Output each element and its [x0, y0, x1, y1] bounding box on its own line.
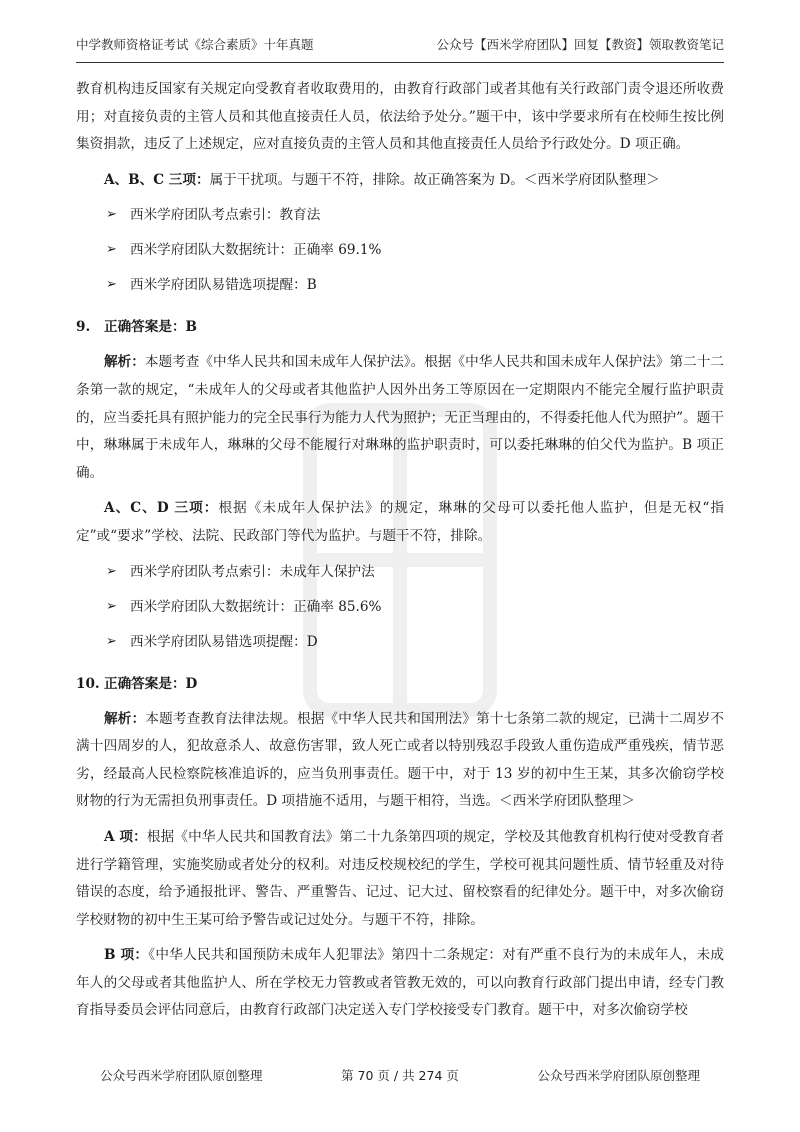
correct-answer: 正确答案是：D	[104, 675, 198, 692]
question-heading	[76, 671, 724, 698]
arrow-bullet-icon: ➢	[106, 207, 117, 223]
option-label: A 项：	[104, 828, 147, 845]
bullet-text: 西米学府团队考点索引：教育法	[130, 207, 321, 224]
option-text: 根据《未成年人保护法》的规定，琳琳的父母可以委托他人监护，但是无权“指定”或“要求”学校、法院、民政部门等代为监护。与题干不符，排除。	[76, 500, 725, 544]
option-text: 《中华人民共和国预防未成年人犯罪法》第四十二条规定：对有严重不良行为的未成年人，未成年人的父母或者其他监护人、所在学校无力管教或者管教无效的，可以向教育行政部门提出申请，经专门教育指导委员会评估同意后，由教育行政部门决定送入专门学校接受专门教育。题干中，对多次偷窃学校	[76, 947, 724, 1019]
paragraph	[76, 349, 724, 487]
analysis-text: 本题考查《中华人民共和国未成年人保护法》。根据《中华人民共和国未成年人保护法》第二十二条第一款的规定，“未成年人的父母或者其他监护人因外出务工等原因在一定期限内不能完全履行监护职责的，应当委托具有照护能力的完全民事行为能力人代为照护；无正当理由的，不得委托他人代为照护”。题干中，琳琳属于未成年人，琳琳的父母不能履行对琳琳的监护职责时，可以委托琳琳的伯父代为监护。B 项正确。	[76, 354, 725, 481]
paragraph	[76, 706, 724, 816]
page-footer	[100, 1066, 700, 1084]
list-item	[76, 237, 724, 263]
analysis-label: 解析：	[104, 710, 146, 727]
header-right: 公众号【西米学府团队】回复【教资】领取教资笔记	[436, 37, 724, 52]
option-text: 根据《中华人民共和国教育法》第二十九条第四项的规定，学校及其他教育机构行使对受教育者进行学籍管理，实施奖励或者处分的权利。对违反校规校纪的学生，学校可视其问题性质、情节轻重及对待错误的态度，给予通报批评、警告、严重警告、记过、记大过、留校察看的纪律处分。题干中，对多次偷窃学校财物的初中生王某可给予警告或记过处分。与题干不符，排除。	[76, 828, 725, 928]
page-number: 第 70 页 / 共 274 页	[341, 1068, 459, 1083]
question-number: 10.	[76, 675, 100, 692]
paragraph	[76, 167, 724, 195]
paragraph	[76, 495, 724, 550]
header-left: 中学教师资格证考试《综合素质》十年真题	[76, 37, 314, 52]
page-content	[76, 76, 724, 1033]
paragraph	[76, 942, 724, 1025]
paragraph	[76, 824, 724, 934]
bullet-text: 西米学府团队易错选项提醒：D	[130, 633, 318, 650]
arrow-bullet-icon: ➢	[106, 598, 117, 614]
page-header	[76, 36, 724, 54]
analysis-text: 本题考查教育法律法规。根据《中华人民共和国刑法》第十七条第二款的规定，已满十二周岁不满十四周岁的人，犯故意杀人、故意伤害罪，致人死亡或者以特别残忍手段致人重伤造成严重残疾，情节恶劣，经最高人民检察院核准追诉的，应当负刑事责任。题干中，对于 13 岁的初中生王某，其多次偷窃学校财物的行为无需担负刑事责任。D 项措施不适用，与题干相符，当选。＜西米学府团队整理＞	[76, 710, 725, 810]
bullet-text: 西米学府团队考点索引：未成年人保护法	[130, 563, 375, 580]
option-label: B 项：	[104, 947, 149, 964]
arrow-bullet-icon: ➢	[106, 633, 117, 649]
footer-right: 公众号西米学府团队原创整理	[537, 1068, 700, 1083]
bullet-text: 西米学府团队易错选项提醒：B	[130, 277, 317, 294]
bullet-text: 西米学府团队大数据统计：正确率 69.1%	[130, 242, 382, 259]
bullet-text: 西米学府团队大数据统计：正确率 85.6%	[130, 598, 382, 615]
analysis-label: 解析：	[104, 354, 145, 371]
option-label: A、B、C 三项：	[104, 171, 210, 188]
list-item	[76, 594, 724, 620]
question-number: 9.	[76, 319, 91, 336]
list-item	[76, 559, 724, 585]
list-item	[76, 629, 724, 655]
arrow-bullet-icon: ➢	[106, 563, 117, 579]
arrow-bullet-icon: ➢	[106, 242, 117, 258]
option-label: A、C、D 三项：	[104, 500, 219, 517]
header-divider	[76, 62, 724, 63]
option-text: 属于干扰项。与题干不符，排除。故正确答案为 D。＜西米学府团队整理＞	[209, 171, 660, 188]
question-heading	[76, 314, 724, 341]
arrow-bullet-icon: ➢	[106, 277, 117, 293]
footer-left: 公众号西米学府团队原创整理	[100, 1068, 263, 1083]
correct-answer: 正确答案是：B	[104, 319, 198, 336]
list-item	[76, 202, 724, 228]
list-item	[76, 272, 724, 298]
paragraph: 教育机构违反国家有关规定向受教育者收取费用的，由教育行政部门或者其他有关行政部门责令退还所收费用；对直接负责的主管人员和其他直接责任人员，依法给予处分。”题干中，该中学要求所有在校师生按比例集资捐款，违反了上述规定，应对直接负责的主管人员和其他直接责任人员给予行政处分。D 项正确。	[76, 81, 724, 153]
